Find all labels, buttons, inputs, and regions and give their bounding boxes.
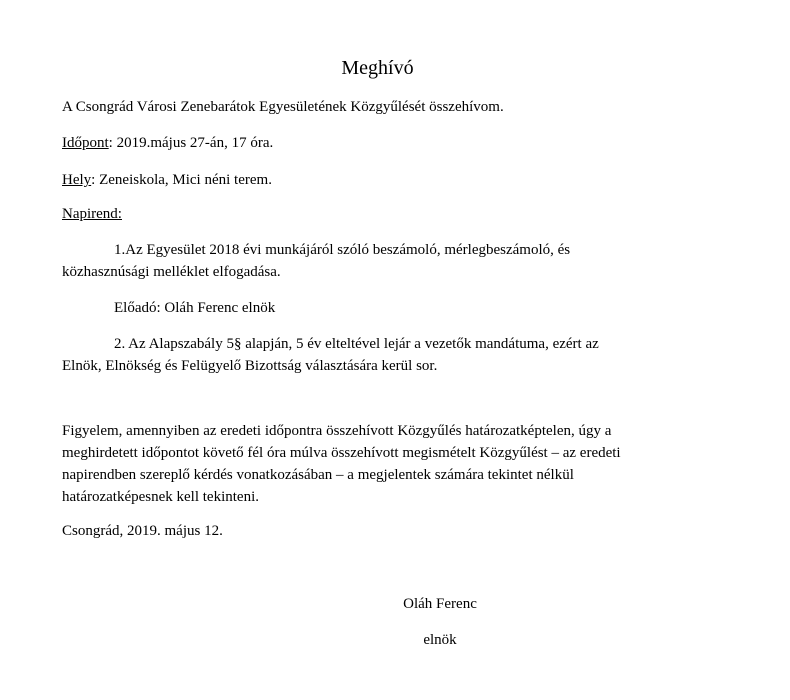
notice-line-2: meghirdetett időpontot követő fél óra múlva összehívott megismételt Közgyűlést – az eredeti <box>62 445 621 461</box>
time-line <box>62 132 273 154</box>
agenda-item-2-line-2: Elnök, Elnökség és Felügyelő Bizottság választására kerül sor. <box>62 358 438 374</box>
agenda-item-2 <box>62 333 702 377</box>
agenda-item-1-line-1: 1.Az Egyesület 2018 évi munkájáról szóló beszámoló, mérlegbeszámoló, és <box>114 242 571 258</box>
notice-paragraph <box>62 420 702 508</box>
date-place: Csongrád, 2019. május 12. <box>62 523 223 539</box>
intro-text: A Csongrád Városi Zenebarátok Egyesületének Közgyűlését összehívom. <box>62 99 504 115</box>
place-value: : Zeneiskola, Mici néni terem. <box>91 172 272 188</box>
place-label: Hely <box>62 172 92 188</box>
notice-line-4: határozatképesnek kell tekinteni. <box>62 489 259 505</box>
time-value: : 2019.május 27-án, 17 óra. <box>108 135 274 151</box>
signature-role: elnök <box>423 632 457 648</box>
agenda-item-2-line-1: 2. Az Alapszabály 5§ alapján, 5 év elteltével lejár a vezetők mandátuma, ezért az <box>114 336 599 352</box>
notice-line-3: napirendben szereplő kérdés vonatkozásában – a megjelentek számára tekintet nélkül <box>62 467 574 483</box>
place-line <box>62 169 272 191</box>
signature-name: Oláh Ferenc <box>403 596 477 612</box>
agenda-item-1 <box>62 239 702 283</box>
time-label: Időpont <box>62 135 109 151</box>
agenda-label: Napirend: <box>62 206 122 222</box>
notice-line-1: Figyelem, amennyiben az eredeti időpontra összehívott Közgyűlés határozatképtelen, úgy a <box>62 423 612 439</box>
agenda-item-1-presenter: Előadó: Oláh Ferenc elnök <box>114 300 276 316</box>
agenda-item-1-line-2: közhasznúsági melléklet elfogadása. <box>62 264 281 280</box>
document-title: Meghívó <box>341 57 414 79</box>
